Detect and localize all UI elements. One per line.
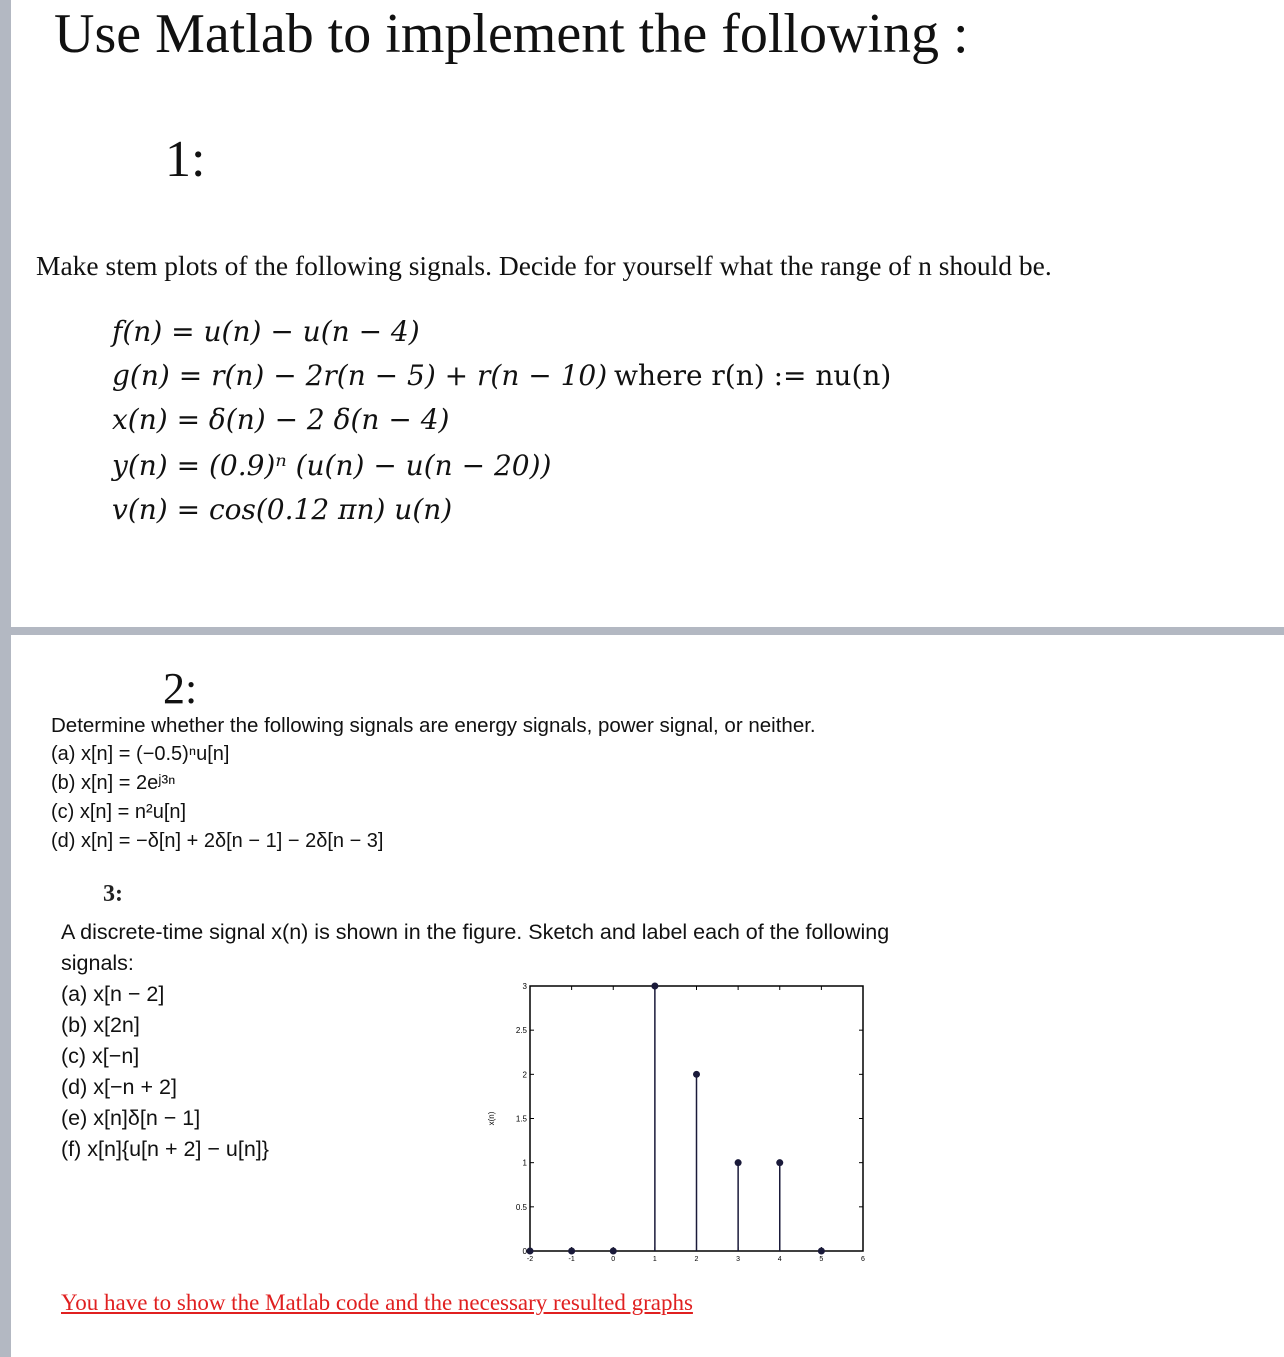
section-3-item-d: (d) x[−n + 2]	[61, 1075, 177, 1099]
section-3-number: 3:	[103, 881, 123, 907]
y-tick-label: 0	[522, 1247, 527, 1256]
x-tick-label: 2	[694, 1256, 699, 1263]
stem-point	[527, 1248, 534, 1255]
section-2-item-b: (b) x[n] = 2eʲ³ⁿ	[51, 772, 176, 794]
stem-point	[735, 1159, 742, 1166]
x-tick-label: 5	[819, 1256, 824, 1263]
y-tick-label: 0.5	[515, 1202, 527, 1212]
stem-point	[693, 1071, 700, 1078]
y-tick-label: 1	[522, 1158, 527, 1168]
page-title: Use Matlab to implement the following :	[54, 3, 969, 65]
section-3-item-e: (e) x[n]δ[n − 1]	[61, 1106, 201, 1130]
section-3-heading: A discrete-time signal x(n) is shown in the figure. Sketch and label each of the following signals:	[61, 920, 890, 975]
y-axis-label: x(n)	[487, 1111, 496, 1126]
stem-point	[568, 1248, 575, 1255]
section-1-intro: Make stem plots of the following signals. Decide for yourself what the range of n should be.	[36, 250, 1052, 281]
section-3-item-c: (c) x[−n]	[61, 1044, 140, 1068]
stem-point	[818, 1248, 825, 1255]
x-tick-label: -2	[526, 1256, 534, 1263]
y-tick-label: 1.5	[515, 1114, 527, 1124]
x-tick-label: 4	[777, 1256, 782, 1263]
equation-x: x(n) = δ(n) − 2 δ(n − 4)	[112, 403, 450, 436]
stem-point	[776, 1159, 783, 1166]
section-2-item-c: (c) x[n] = n²u[n]	[51, 801, 187, 823]
x-tick-label: 3	[736, 1256, 741, 1263]
section-3-item-b: (b) x[2n]	[61, 1013, 140, 1037]
x-tick-label: -1	[568, 1256, 575, 1263]
x-tick-label: 6	[861, 1256, 865, 1263]
section-2-item-d: (d) x[n] = −δ[n] + 2δ[n − 1] − 2δ[n − 3]	[51, 830, 384, 852]
where-note: where r(n) := nu(n)	[614, 359, 892, 392]
section-2-number: 2:	[163, 664, 198, 704]
equation-f: f(n) = u(n) − u(n − 4)	[112, 315, 420, 348]
stem-point	[651, 983, 658, 990]
stem-point	[610, 1248, 617, 1255]
equation-y: y(n) = (0.9)ⁿ (u(n) − u(n − 20))	[112, 449, 552, 482]
y-tick-label: 2	[522, 1070, 527, 1080]
section-2-heading: Determine whether the following signals are energy signals, power signal, or neither.	[51, 714, 816, 737]
equation-v: v(n) = cos(0.12 πn) u(n)	[112, 493, 453, 526]
section-divider	[11, 627, 1284, 635]
x-tick-label: 1	[652, 1256, 657, 1263]
x-tick-label: 0	[611, 1256, 616, 1263]
section-3-item-a: (a) x[n − 2]	[61, 982, 165, 1006]
left-border	[0, 0, 11, 1357]
footer-note: You have to show the Matlab code and the necessary resulted graphs	[61, 1290, 693, 1315]
equation-g: g(n) = r(n) − 2r(n − 5) + r(n − 10) where r(n) := nu(n)	[112, 356, 607, 396]
y-tick-label: 2.5	[515, 1026, 527, 1036]
y-tick-label: 3	[522, 982, 527, 991]
section-3-item-f: (f) x[n]{u[n + 2] − u[n]}	[61, 1137, 269, 1161]
section-2-item-a: (a) x[n] = (−0.5)ⁿu[n]	[51, 743, 230, 765]
section-1-number: 1:	[165, 131, 206, 188]
stem-plot	[480, 975, 880, 1275]
